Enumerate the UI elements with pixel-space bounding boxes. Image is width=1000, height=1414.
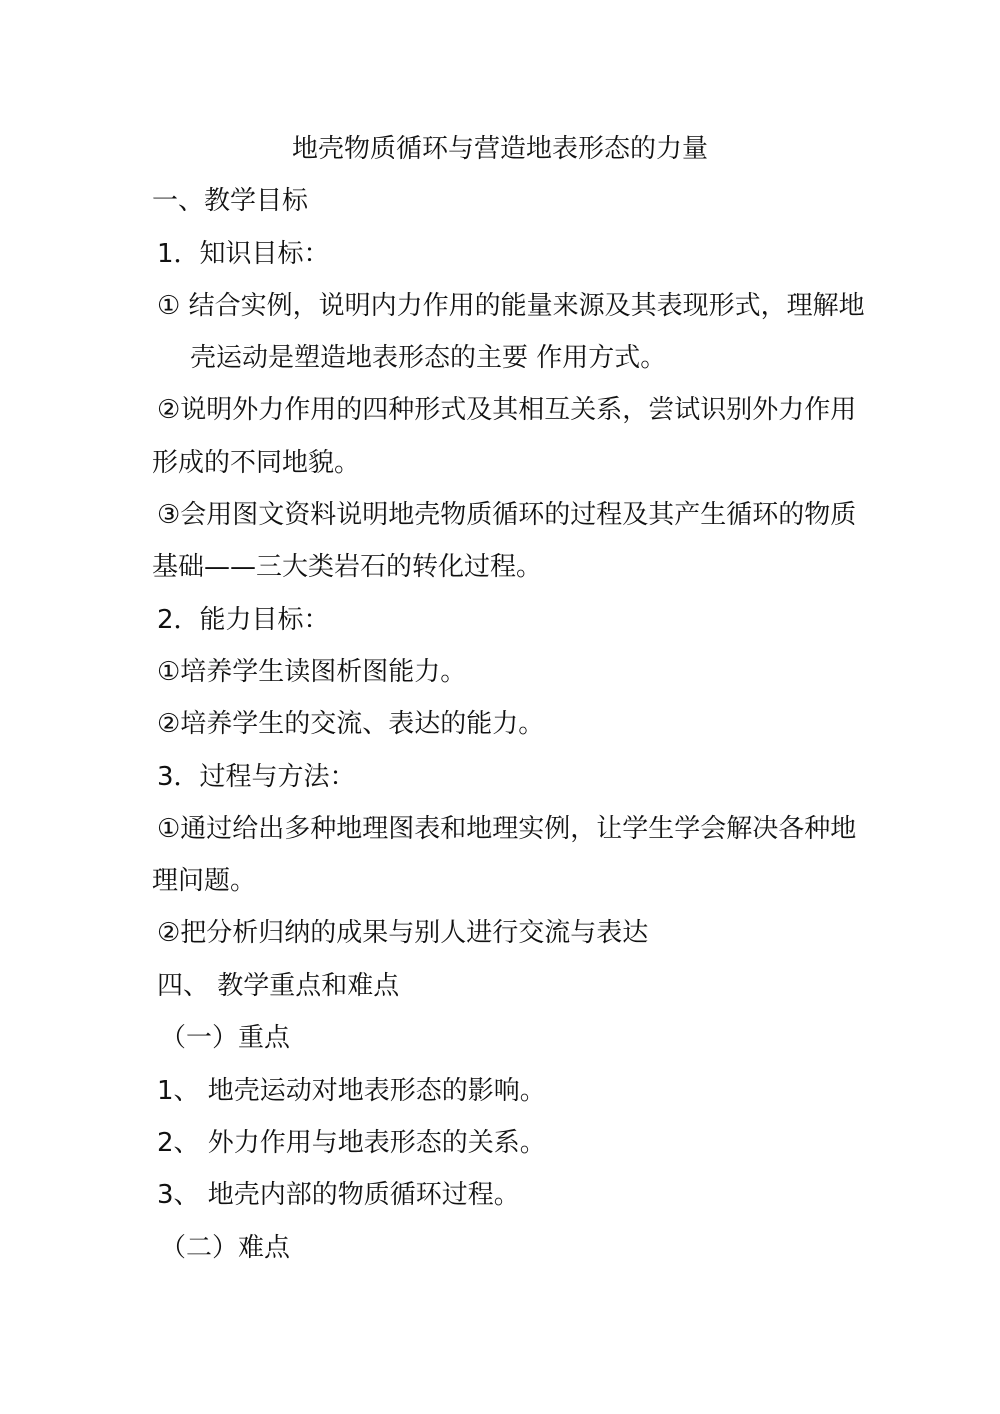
document-title: 地壳物质循环与营造地表形态的力量 bbox=[291, 134, 708, 164]
subheading-knowledge-objectives: 1．知识目标： bbox=[157, 239, 330, 269]
section-heading-key-points: 四、 教学重点和难点 bbox=[157, 971, 400, 1001]
subheading-difficult-points: （二）难点 bbox=[160, 1233, 291, 1263]
section-heading-objectives: 一、教学目标 bbox=[152, 186, 309, 216]
list-item: ②把分析归纳的成果与别人进行交流与表达 bbox=[157, 918, 649, 948]
paragraph-line: 基础——三大类岩石的转化过程。 bbox=[152, 552, 543, 582]
paragraph-line: ① 结合实例，说明内力作用的能量来源及其表现形式，理解地 bbox=[157, 291, 865, 321]
paragraph-line: ③会用图文资料说明地壳物质循环的过程及其产生循环的物质 bbox=[157, 500, 857, 530]
subheading-ability-objectives: 2．能力目标： bbox=[157, 605, 330, 635]
paragraph-line: 理问题。 bbox=[152, 866, 257, 896]
subheading-process-methods: 3．过程与方法： bbox=[157, 762, 356, 792]
list-item: 1、 地壳运动对地表形态的影响。 bbox=[157, 1076, 546, 1106]
list-item: 2、 外力作用与地表形态的关系。 bbox=[157, 1128, 546, 1158]
list-item: ①培养学生读图析图能力。 bbox=[157, 657, 467, 687]
paragraph-line: 壳运动是塑造地表形态的主要 作用方式。 bbox=[190, 343, 667, 373]
subheading-key-points: （一）重点 bbox=[160, 1023, 291, 1053]
paragraph-line: ①通过给出多种地理图表和地理实例，让学生学会解决各种地 bbox=[157, 814, 857, 844]
paragraph-line: ②说明外力作用的四种形式及其相互关系，尝试识别外力作用 bbox=[157, 395, 857, 425]
list-item: ②培养学生的交流、表达的能力。 bbox=[157, 709, 545, 739]
paragraph-line: 形成的不同地貌。 bbox=[152, 448, 361, 478]
list-item: 3、 地壳内部的物质循环过程。 bbox=[157, 1180, 520, 1210]
